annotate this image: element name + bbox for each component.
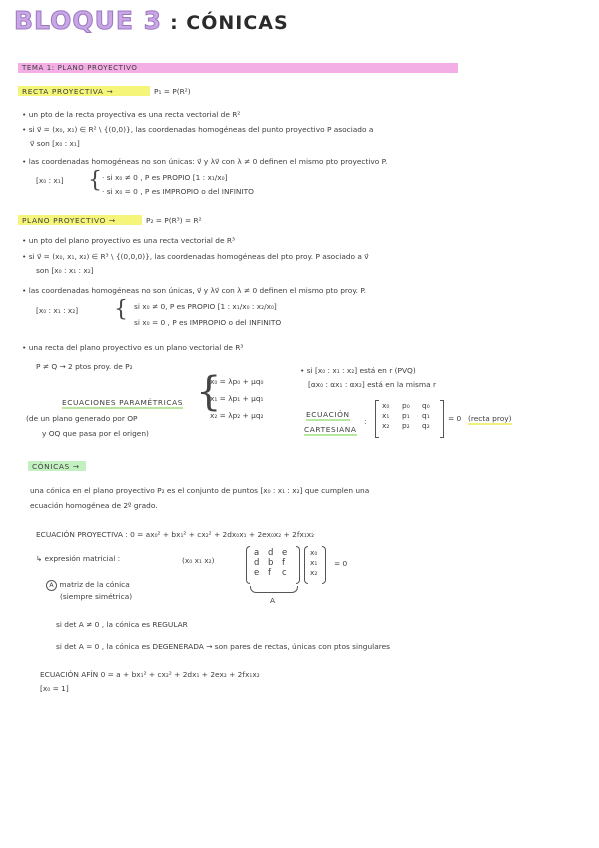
page-title xyxy=(14,6,289,35)
plano-def: P₂ = P(R³) = R² xyxy=(146,216,202,225)
colvec-cell: x₂ xyxy=(310,568,318,577)
matrix-cell: e xyxy=(254,568,260,578)
plano-bullet-3: • las coordenadas homogéneas no son únicas, v⃗ y λv⃗ con λ ≠ 0 definen el mismo pto proy. P. xyxy=(22,286,367,295)
matriz-note-1 xyxy=(46,580,130,591)
cart-title-2 xyxy=(304,425,357,434)
colvec-cell: x₀ xyxy=(310,548,318,557)
matrix-cell: c xyxy=(282,568,287,578)
matrix-underbrace xyxy=(250,586,298,593)
cart-determinant xyxy=(382,401,442,431)
plano-cond-2: [αx₀ : αx₁ : αx₂] está en la misma r xyxy=(308,380,437,389)
param-brace: { xyxy=(196,369,222,415)
matrix-cell: f xyxy=(282,558,285,568)
det-bar-left xyxy=(375,400,379,438)
tema-heading: TEMA 1: PLANO PROYECTIVO xyxy=(22,64,138,72)
row-vector: (x₀ x₁ x₂) xyxy=(182,556,215,565)
matriz-note-2: (siempre simétrica) xyxy=(60,592,133,601)
plano-bullet-1: • un pto del plano proyectivo es una recta vectorial de R³ xyxy=(22,236,235,245)
matrix-paren-left xyxy=(246,546,250,584)
param-title xyxy=(62,398,183,407)
param-note-1-text: (de un plano generado por OP xyxy=(26,414,138,423)
cart-title-1-text: ECUACIÓN xyxy=(306,410,350,419)
colvec-paren-left xyxy=(304,546,308,584)
det-cell: q₂ xyxy=(422,421,430,430)
param-eq-1: x₀ = λp₀ + μq₀ xyxy=(210,377,264,386)
param-eq-3: x₂ = λp₂ + μq₂ xyxy=(210,411,264,420)
det-cell: p₁ xyxy=(402,411,410,420)
det-cell: p₂ xyxy=(402,421,410,430)
x0-eq-1: [x₀ = 1] xyxy=(40,684,69,693)
det-cell: x₂ xyxy=(382,421,390,430)
ec-afin: ECUACIÓN AFÍN 0 = a + bx₁² + cx₂² + 2dx₁ + 2ex₂ + 2fx₁x₂ xyxy=(40,670,260,679)
recta-bullet-2: • si v⃗ = (x₀, x₁) ∈ R² \ {(0,0)}, las coordenadas homogéneas del punto proyectivo P asociado a xyxy=(22,125,374,134)
det-cell: x₁ xyxy=(382,411,390,420)
det-cell: x₀ xyxy=(382,401,390,410)
matrix-cell: f xyxy=(268,568,271,578)
conicas-def-2: ecuación homogénea de 2º grado. xyxy=(30,501,158,510)
cart-title-1 xyxy=(306,410,350,419)
expr-matricial: ↳ expresión matricial : xyxy=(36,554,121,563)
param-eq-2: x₁ = λp₁ + μq₁ xyxy=(210,394,264,403)
plano-case-2: si x₀ = 0 , P es IMPROPIO o del INFINITO xyxy=(134,318,282,327)
recta-proy-text: (recta proy) xyxy=(468,414,512,423)
recta-brace: { xyxy=(88,168,102,193)
matriz-circle-a: A xyxy=(46,580,57,591)
param-title-text: ECUACIONES PARAMÉTRICAS xyxy=(62,398,184,407)
matrix-cell: b xyxy=(268,558,274,568)
title-bloque: BLOQUE 3 xyxy=(14,6,163,35)
colvec-paren-right xyxy=(322,546,326,584)
recta-case-1: · si x₀ ≠ 0 , P es PROPIO [1 : x₁/x₀] xyxy=(102,173,228,182)
ec-proyectiva: ECUACIÓN PROYECTIVA : 0 = ax₀² + bx₁² + cx₂² + 2dx₀x₁ + 2ex₀x₂ + 2fx₁x₂ xyxy=(36,530,315,539)
conicas-def-1: una cónica en el plano proyectivo P₂ es el conjunto de puntos [x₀ : x₁ : x₂] que cumplen una xyxy=(30,486,370,495)
plano-brace: { xyxy=(114,297,128,322)
plano-cond-1: • si [x₀ : x₁ : x₂] está en r (PVQ) xyxy=(300,366,416,375)
det-cell: q₀ xyxy=(422,401,430,410)
matrix-cell: d xyxy=(268,548,274,558)
param-note-1 xyxy=(26,414,138,423)
matrix-cell: d xyxy=(254,558,260,568)
recta-bullet-3: • las coordenadas homogéneas no son únicas: v⃗ y λv⃗ con λ ≠ 0 definen el mismo pto proyectivo P. xyxy=(22,157,388,166)
conica-regular: si det A ≠ 0 , la cónica es REGULAR xyxy=(56,620,188,629)
recta-def: P₁ = P(R²) xyxy=(154,87,191,96)
recta-proy-note xyxy=(468,414,512,423)
recta-case-2: · si x₀ = 0 , P es IMPROPIO o del INFINITO xyxy=(102,187,254,196)
plano-bullet-4: • una recta del plano proyectivo es un plano vectorial de R³ xyxy=(22,343,244,352)
matrix-cell: e xyxy=(282,548,288,558)
matrix-cell: a xyxy=(254,548,260,558)
plano-coord: [x₀ : x₁ : x₂] xyxy=(36,306,79,315)
conicas-heading: CÓNICAS → xyxy=(32,462,80,471)
plano-bullet-2: • si v⃗ = (x₀, x₁, x₂) ∈ R³ \ {(0,0,0)}, las coordenadas homogéneas del pto proy. P asociado a v⃗ xyxy=(22,252,369,261)
plano-bullet-2b: son [x₀ : x₁ : x₂] xyxy=(36,266,94,275)
det-bar-right xyxy=(440,400,444,438)
colvec-cell: x₁ xyxy=(310,558,318,567)
recta-coord: [x₀ : x₁] xyxy=(36,176,64,185)
det-cell: p₀ xyxy=(402,401,410,410)
det-eq: = 0 xyxy=(448,414,462,423)
param-note-2: y OQ que pasa por el origen) xyxy=(42,429,149,438)
matrix-label-a: A xyxy=(270,596,276,605)
cart-title-2-text: CARTESIANA xyxy=(304,425,357,434)
matrix-eq: = 0 xyxy=(334,559,348,568)
title-conicas: : CÓNICAS xyxy=(170,12,289,34)
recta-bullet-2b: v⃗ son [x₀ : x₁] xyxy=(30,139,80,148)
det-cell: q₁ xyxy=(422,411,430,420)
conica-degenerada: si det A = 0 , la cónica es DEGENERADA → son pares de rectas, únicas con ptos singulares xyxy=(56,642,390,651)
plano-case-1: si x₀ ≠ 0, P es PROPIO [1 : x₁/x₀ : x₂/x₀] xyxy=(134,302,277,311)
matrix-paren-right xyxy=(296,546,300,584)
recta-heading: RECTA PROYECTIVA → xyxy=(22,87,114,96)
cart-colon: : xyxy=(364,417,367,426)
plano-pq: P ≠ Q → 2 ptos proy. de P₂ xyxy=(36,362,133,371)
matriz-note-1-text: matriz de la cónica xyxy=(59,580,130,589)
conic-matrix xyxy=(254,548,296,578)
recta-bullet-1: • un pto de la recta proyectiva es una recta vectorial de R² xyxy=(22,110,241,119)
plano-heading: PLANO PROYECTIVO → xyxy=(22,216,116,225)
